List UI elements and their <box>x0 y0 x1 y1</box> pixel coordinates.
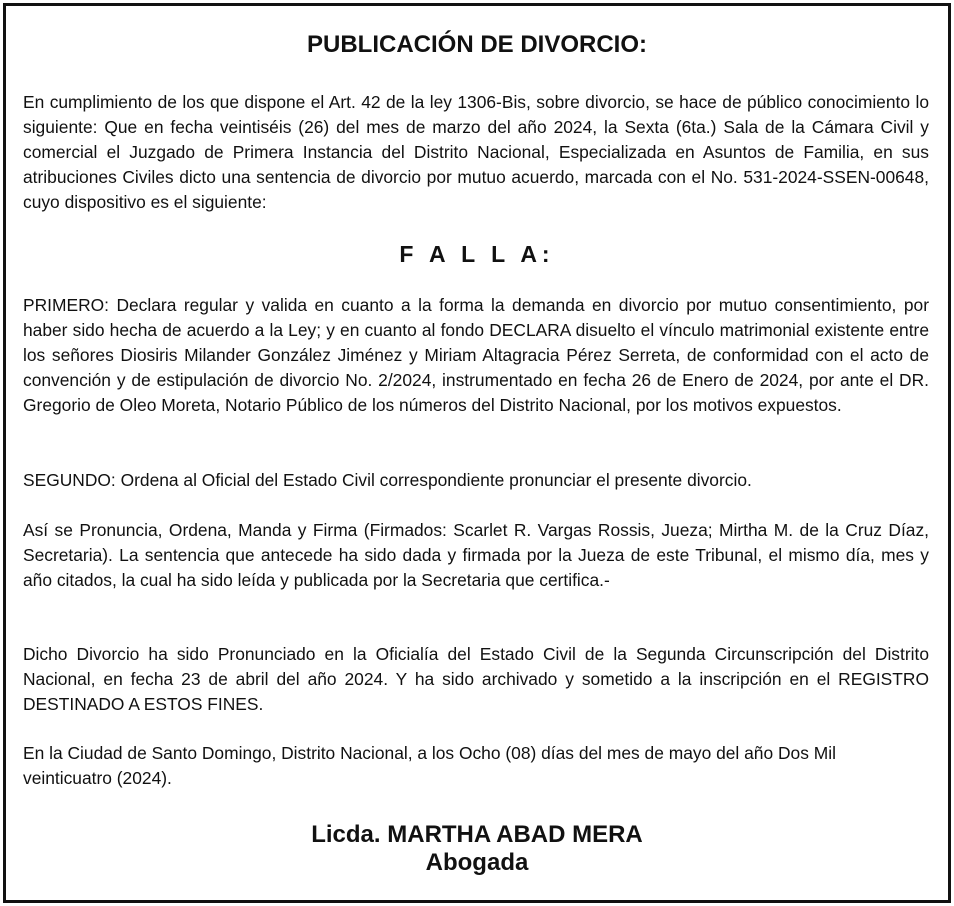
firma-paragraph: Así se Pronuncia, Ordena, Manda y Firma (Firmados: Scarlet R. Vargas Rossis, Jueza; Mirtha M. de la Cruz Díaz, Secretaria). La sentencia que antecede ha sido dada y firmada por la Jueza de este Tribunal, el mismo día, mes y año citados, la cual ha sido leída y publicada por la Secretaria que certifica.- <box>23 520 929 590</box>
falla-heading: F A L L A: <box>399 241 555 267</box>
notice-frame <box>3 3 951 903</box>
notice-body <box>6 6 948 900</box>
pronunciado-paragraph: Dicho Divorcio ha sido Pronunciado en la Oficialía del Estado Civil de la Segunda Circunscripción del Distrito Nacional, en fecha 23 de abril del año 2024. Y ha sido archivado y sometido a la inscripción en el REGISTRO DESTINADO A ESTOS FINES. <box>23 644 929 714</box>
signature-title: Abogada <box>425 849 529 876</box>
primero-paragraph: PRIMERO: Declara regular y valida en cuanto a la forma la demanda en divorcio por mutuo consentimiento, por haber sido hecha de acuerdo a la Ley; y en cuanto al fondo DECLARA disuelto el vínculo matrimonial existente entre los señores Diosiris Milander González Jiménez y Miriam Altagracia Pérez Serreta, de conformidad con el acto de convención y de estipulación de divorcio No. 2/2024, instrumentado en fecha 26 de Enero de 2024, por ante el DR. Gregorio de Oleo Moreta, Notario Público de los números del Distrito Nacional, por los motivos expuestos. <box>23 295 929 415</box>
intro-paragraph: En cumplimiento de los que dispone el Art. 42 de la ley 1306-Bis, sobre divorcio, se hace de público conocimiento lo siguiente: Que en fecha veintiséis (26) del mes de marzo del año 2024, la Sexta (6ta.) Sala de la Cámara Civil y comercial el Juzgado de Primera Instancia del Distrito Nacional, Especializada en Asuntos de Familia, en sus atribuciones Civiles dicto una sentencia de divorcio por mutuo acuerdo, marcada con el No. 531-2024-SSEN-00648, cuyo dispositivo es el siguiente: <box>23 92 929 212</box>
segundo-paragraph: SEGUNDO: Ordena al Oficial del Estado Civil correspondiente pronunciar el presente divorcio. <box>23 470 752 490</box>
signature-name: Licda. MARTHA ABAD MERA <box>311 821 643 848</box>
notice-title: PUBLICACIÓN DE DIVORCIO: <box>306 31 647 58</box>
fecha-lugar-paragraph: En la Ciudad de Santo Domingo, Distrito Nacional, a los Ocho (08) días del mes de mayo del año Dos Mil veinticuatro (2024). <box>23 743 836 788</box>
